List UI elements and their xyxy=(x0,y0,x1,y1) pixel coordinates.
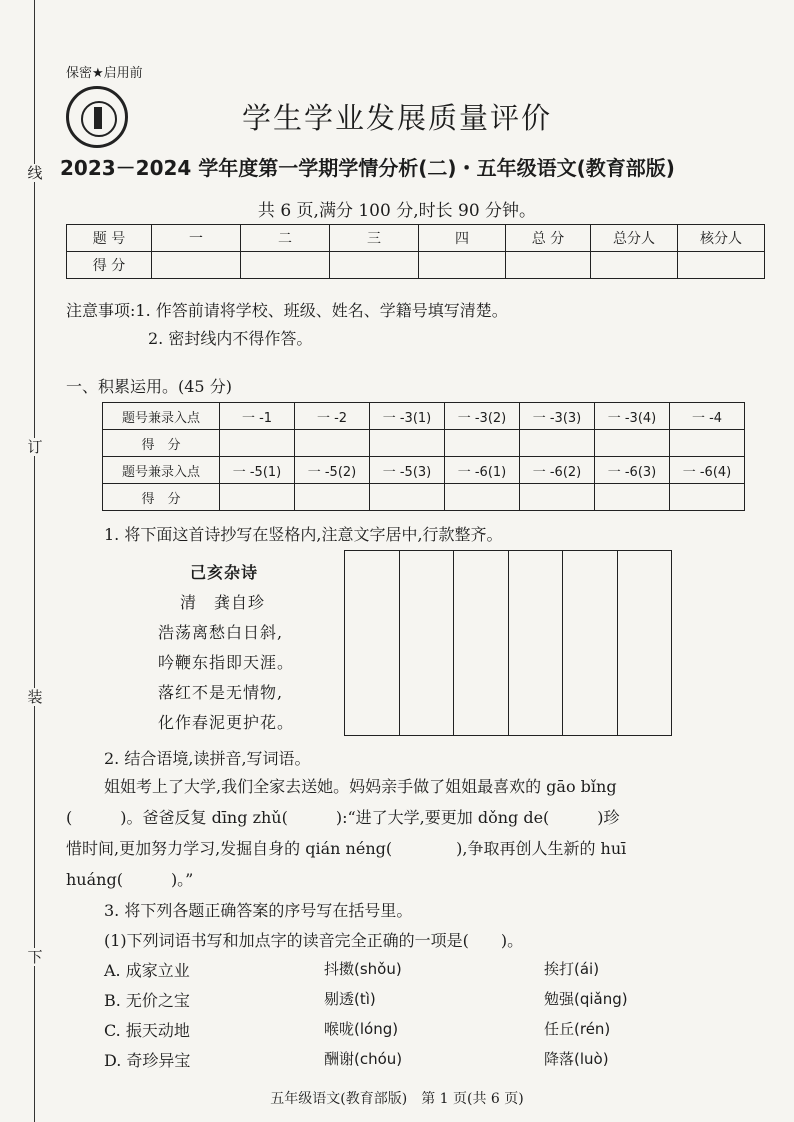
sub-header-cell: 一 -3(4) xyxy=(595,403,670,430)
section-1-title: 一、积累运用。(45 分) xyxy=(66,377,232,396)
score-row-label: 得 分 xyxy=(67,252,152,279)
sub-score-cell[interactable] xyxy=(370,430,445,457)
q3-sub1: (1)下列词语书写和加点字的读音完全正确的一项是( )。 xyxy=(104,931,524,950)
sub-score-cell[interactable] xyxy=(445,484,520,511)
score-cell[interactable] xyxy=(419,252,506,279)
grid-column[interactable] xyxy=(454,551,509,735)
binding-char-zhuang: 装 xyxy=(27,688,43,706)
binding-char-ding: 订 xyxy=(27,438,43,456)
q2-line-3: 惜时间,更加努力学习,发掘自身的 qián néng( ),争取再创人生新的 huī xyxy=(66,839,627,858)
score-cell[interactable] xyxy=(241,252,330,279)
poem-title: 己亥杂诗 xyxy=(190,563,259,582)
grid-column[interactable] xyxy=(345,551,400,735)
sub-header-label: 题号兼录入点 xyxy=(103,457,220,484)
binding-char-xia: 下 xyxy=(27,948,43,966)
sub-header-cell: 一 -4 xyxy=(670,403,745,430)
page-footer: 五年级语文(教育部版) 第 1 页(共 6 页) xyxy=(270,1091,524,1107)
sub-score-cell[interactable] xyxy=(295,484,370,511)
exam-info: 共 6 页,满分 100 分,时长 90 分钟。 xyxy=(257,201,537,221)
sub-score-cell[interactable] xyxy=(445,430,520,457)
score-cell[interactable] xyxy=(678,252,765,279)
sub-score-cell[interactable] xyxy=(670,484,745,511)
poem-author: 清 龚自珍 xyxy=(180,593,266,612)
sub-score-cell[interactable] xyxy=(595,430,670,457)
poem-line-3: 落红不是无情物, xyxy=(158,683,284,702)
sub-header-cell: 一 -5(3) xyxy=(370,457,445,484)
grid-column[interactable] xyxy=(400,551,455,735)
sub-score-cell[interactable] xyxy=(295,430,370,457)
sub-header-cell: 一 -2 xyxy=(295,403,370,430)
grid-column[interactable] xyxy=(509,551,564,735)
sub-header-cell: 一 -3(2) xyxy=(445,403,520,430)
option-b-word: B. 无价之宝 xyxy=(104,991,190,1010)
sub-header-cell: 一 -5(2) xyxy=(295,457,370,484)
grid-column[interactable] xyxy=(563,551,618,735)
option-c-word: C. 振天动地 xyxy=(104,1021,190,1040)
score-cell[interactable] xyxy=(506,252,591,279)
sub-score-cell[interactable] xyxy=(520,430,595,457)
score-header-cell: 一 xyxy=(152,225,241,252)
q2-line-2: ( )。爸爸反复 dīng zhǔ( ):“进了大学,要更加 dǒng de( )珍 xyxy=(66,808,620,827)
sub-header-label: 题号兼录入点 xyxy=(103,403,220,430)
score-header-cell: 总分人 xyxy=(591,225,678,252)
sub-header-cell: 一 -5(1) xyxy=(220,457,295,484)
option-a-term-1: 抖擞(shǒu) xyxy=(324,960,402,978)
option-d-word: D. 奇珍异宝 xyxy=(104,1051,191,1070)
poem-line-1: 浩荡离愁白日斜, xyxy=(158,623,284,642)
grid-column[interactable] xyxy=(618,551,672,735)
section-score-table xyxy=(102,402,745,511)
sub-score-cell[interactable] xyxy=(370,484,445,511)
sub-header-cell: 一 -3(3) xyxy=(520,403,595,430)
sub-header-cell: 一 -6(1) xyxy=(445,457,520,484)
score-cell[interactable] xyxy=(591,252,678,279)
sub-score-cell[interactable] xyxy=(520,484,595,511)
q3-prompt: 3. 将下列各题正确答案的序号写在括号里。 xyxy=(104,901,413,920)
score-header-cell: 二 xyxy=(241,225,330,252)
sub-score-cell[interactable] xyxy=(595,484,670,511)
option-d-term-1: 酬谢(chóu) xyxy=(324,1050,403,1068)
page-title: 学生学业发展质量评价 xyxy=(241,101,552,135)
score-cell[interactable] xyxy=(152,252,241,279)
option-a-term-2: 挨打(ái) xyxy=(544,960,600,978)
score-table xyxy=(66,224,765,279)
sub-header-cell: 一 -6(2) xyxy=(520,457,595,484)
option-d-term-2: 降落(luò) xyxy=(544,1050,609,1068)
sub-header-cell: 一 -6(4) xyxy=(670,457,745,484)
sub-header-cell: 一 -1 xyxy=(220,403,295,430)
sub-header-cell: 一 -6(3) xyxy=(595,457,670,484)
option-b-term-2: 勉强(qiǎng) xyxy=(544,990,628,1008)
option-c-term-1: 喉咙(lóng) xyxy=(324,1020,399,1038)
score-header-cell: 题 号 xyxy=(67,225,152,252)
poem-line-4: 化作春泥更护花。 xyxy=(158,713,295,732)
confidential-label: 保密★启用前 xyxy=(66,66,143,81)
q2-line-4: huáng( )。” xyxy=(66,870,194,889)
sub-score-label: 得 分 xyxy=(103,430,220,457)
sub-header-cell: 一 -3(1) xyxy=(370,403,445,430)
option-c-term-2: 任丘(rén) xyxy=(544,1020,611,1038)
sub-score-cell[interactable] xyxy=(220,484,295,511)
sub-score-cell[interactable] xyxy=(220,430,295,457)
option-a-word: A. 成家立业 xyxy=(104,961,190,980)
poem-line-2: 吟鞭东指即天涯。 xyxy=(158,653,295,672)
option-b-term-1: 剔透(tì) xyxy=(324,990,376,1008)
score-header-cell: 总 分 xyxy=(506,225,591,252)
notice-line-2: 2. 密封线内不得作答。 xyxy=(148,329,313,348)
page-subtitle: 2023－2024 学年度第一学期学情分析(二)・五年级语文(教育部版) xyxy=(60,156,675,180)
sub-score-label: 得 分 xyxy=(103,484,220,511)
q2-prompt: 2. 结合语境,读拼音,写词语。 xyxy=(104,749,311,768)
score-header-cell: 三 xyxy=(330,225,419,252)
score-header-cell: 核分人 xyxy=(678,225,765,252)
notice-line-1: 注意事项:1. 作答前请将学校、班级、姓名、学籍号填写清楚。 xyxy=(66,301,508,320)
score-cell[interactable] xyxy=(330,252,419,279)
q2-line-1: 姐姐考上了大学,我们全家去送她。妈妈亲手做了姐姐最喜欢的 gāo bǐng xyxy=(104,777,617,796)
sub-score-cell[interactable] xyxy=(670,430,745,457)
score-header-cell: 四 xyxy=(419,225,506,252)
vertical-writing-grid[interactable] xyxy=(344,550,672,736)
binding-char-xian: 线 xyxy=(27,164,43,182)
q1-prompt: 1. 将下面这首诗抄写在竖格内,注意文字居中,行款整齐。 xyxy=(104,525,503,544)
